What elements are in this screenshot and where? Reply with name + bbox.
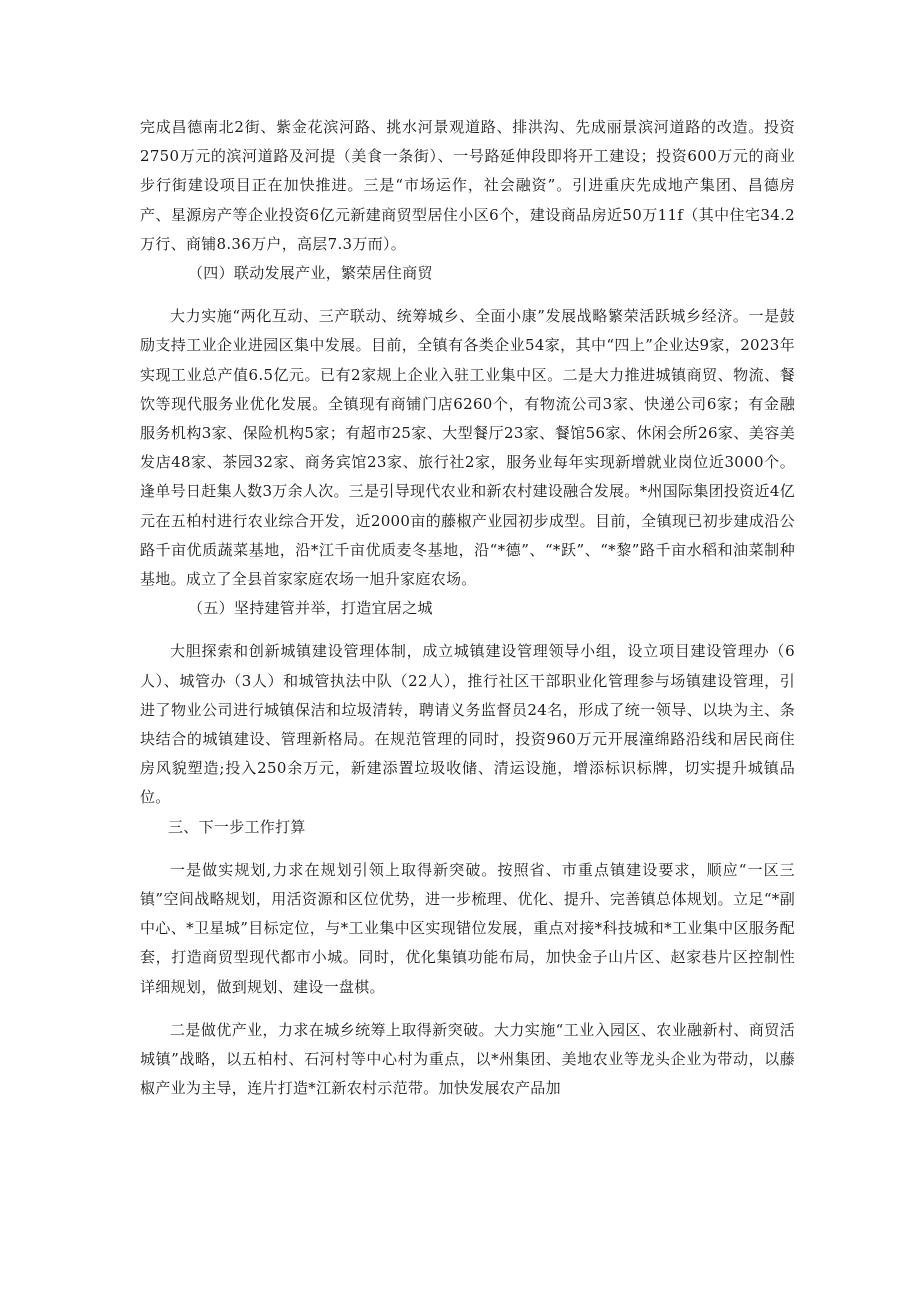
section-heading-four: （四）联动发展产业，繁荣居住商贸 (188, 264, 433, 283)
section-heading-next-steps: 三、下一步工作打算 (168, 817, 306, 836)
paragraph-industry-development: 大力实施“两化互动、三产联动、统筹城乡、全面小康”发展战略繁荣活跃城乡经济。一是鼓励支持工业企业进园区集中发展。目前，全镇有各类企业54家，其中“四上”企业达9家，2023年实现工业总产值6.5亿元。已有2家规上企业入驻工业集中区。二是大力推进城镇商贸、物流、餐饮等现代服务业优化发展。全镇现有商铺门店6260个，有物流公司3家、快递公司6家；有金融服务机构3家、保险机构5家；有超市25家、大型餐厅23家、餐馆56家、休闲会所26家、美容美发店48家、茶园32家、商务宾馆23家、旅行社2家，服务业每年实现新增就业岗位近3000个。逢单号日赶集人数3万余人次。三是引导现代农业和新农村建设融合发展。*州国际集团投资近4亿元在五柏村进行农业综合开发，近2000亩的藤椒产业园初步成型。目前，全镇现已初步建成沿公路千亩优质蔬菜基地，沿*江千亩优质麦冬基地，沿“*德”、“*跃”、“*黎”路千亩水稻和油菜制种基地。成立了全县首家家庭农场一旭升家庭农场。 (140, 307, 795, 589)
paragraph-construction-management: 大胆探索和创新城镇建设管理体制，成立城镇建设管理领导小组，设立项目建设管理办（6人）、城管办（3人）和城管执法中队（22人），推行社区干部职业化管理参与场镇建设管理，引进了物业公司进行城镇保洁和垃圾清转，聘请义务监督员24名，形成了统一领导、以块为主、条块结合的城镇建设、管理新格局。在规范管理的同时，投资960万元开展潼绵路沿线和居民商住房风貌塑造;投入250余万元，新建添置垃圾收储、清运设施，增添标识标牌，切实提升城镇品位。 (140, 642, 795, 807)
paragraph-planning: 一是做实规划,力求在规划引领上取得新突破。按照省、市重点镇建设要求，顺应“一区三镇”空间战略规划，用活资源和区位优势，进一步梳理、优化、提升、完善镇总体规划。立足“*副中心、*卫星城”目标定位，与*工业集中区实现错位发展，重点对接*科技城和*工业集中区服务配套，打造商贸型现代都市小城。同时，优化集镇功能布局，加快金子山片区、赵家巷片区控制性详细规划，做到规划、建设一盘棋。 (140, 860, 795, 996)
document-page (140, 113, 795, 1104)
section-heading-five: （五）坚持建管并举，打造宜居之城 (188, 599, 433, 618)
paragraph-industry-optimization: 二是做优产业，力求在城乡统筹上取得新突破。大力实施“工业入园区、农业融新村、商贸活城镇”战略，以五柏村、石河村等中心村为重点，以*州集团、美地农业等龙头企业为带动，以藤椒产业为主导，连片打造*江新农村示范带。加快发展农产品加 (140, 1020, 795, 1098)
paragraph-urban-construction: 完成昌德南北2街、紫金花滨河路、挑水河景观道路、排洪沟、先成丽景滨河道路的改造。投资2750万元的滨河道路及河提（美食一条街）、一号路延伸段即将开工建设；投资600万元的商业步行街建设项目正在加快推进。三是“市场运作，社会融资”。引进重庆先成地产集团、昌德房产、星源房产等企业投资6亿元新建商贸型居住小区6个，建设商品房近50万11f（其中住宅34.2万行、商铺8.36万户，高层7.3万而）。 (140, 118, 795, 253)
